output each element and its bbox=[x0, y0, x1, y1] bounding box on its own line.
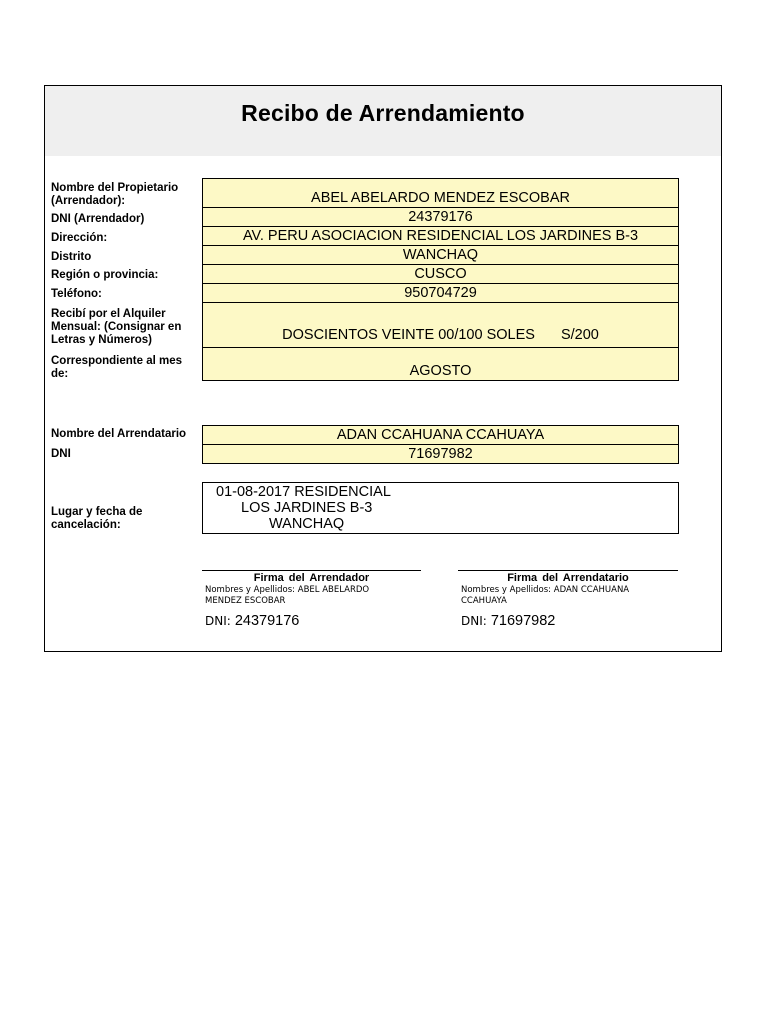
rent-received-label: Recibí por el Alquiler Mensual: (Consignar en Letras y Números) bbox=[51, 308, 182, 346]
tenant-dni bbox=[461, 613, 555, 629]
tenant-signature-title: Firma del Arrendatario bbox=[507, 572, 629, 584]
landlord-dni-value: 24379176 bbox=[234, 613, 300, 629]
region-field: CUSCO bbox=[202, 265, 679, 284]
rent-words: DOSCIENTOS VEINTE 00/100 SOLES bbox=[282, 327, 535, 343]
place-date-field bbox=[202, 482, 679, 534]
tenant-dni-field: 71697982 bbox=[202, 445, 679, 464]
tenant-name-field: ADAN CCAHUANA CCAHUAYA bbox=[202, 425, 679, 445]
tenant-dni-value-sig: 71697982 bbox=[490, 613, 556, 629]
month-field: AGOSTO bbox=[202, 348, 679, 381]
rent-amount: S/200 bbox=[560, 327, 599, 343]
landlord-names-line-1: Nombres y Apellidos: ABEL ABELARDO bbox=[205, 585, 370, 595]
tenant-names-line-2: CCAHUAYA bbox=[461, 596, 507, 606]
tenant-dni-label-sig: DNI: bbox=[461, 614, 487, 628]
place-line-2: LOS JARDINES B-3 bbox=[241, 500, 373, 516]
landlord-names-line-2: MENDEZ ESCOBAR bbox=[205, 596, 286, 606]
landlord-dni bbox=[205, 613, 299, 629]
place-date-label: Lugar y fecha de cancelación: bbox=[51, 506, 143, 531]
address-label: Dirección: bbox=[51, 232, 108, 244]
tenant-dni-label: DNI bbox=[51, 448, 71, 460]
address-field: AV. PERU ASOCIACION RESIDENCIAL LOS JARDINES B-3 bbox=[202, 227, 679, 246]
tenant-name-label: Nombre del Arrendatario bbox=[51, 428, 187, 440]
month-label: Correspondiente al mes de: bbox=[51, 355, 183, 380]
owner-dni-field: 24379176 bbox=[202, 208, 679, 227]
place-line-3: WANCHAQ bbox=[269, 516, 345, 532]
owner-name-field: ABEL ABELARDO MENDEZ ESCOBAR bbox=[202, 178, 679, 208]
owner-name-label: Nombre del Propietario (Arrendador): bbox=[51, 182, 179, 207]
owner-dni-label: DNI (Arrendador) bbox=[51, 213, 145, 225]
tenant-names-line-1: Nombres y Apellidos: ADAN CCAHUANA bbox=[461, 585, 630, 595]
place-line-1: 01-08-2017 RESIDENCIAL bbox=[216, 484, 391, 500]
receipt-title: Recibo de Arrendamiento bbox=[241, 100, 525, 126]
district-label: Distrito bbox=[51, 251, 92, 263]
landlord-signature-title: Firma del Arrendador bbox=[253, 572, 370, 584]
district-field: WANCHAQ bbox=[202, 246, 679, 265]
receipt-sheet bbox=[44, 85, 722, 652]
region-label: Región o provincia: bbox=[51, 269, 159, 281]
landlord-signature-line bbox=[202, 570, 421, 571]
phone-label: Teléfono: bbox=[51, 288, 102, 300]
title-band bbox=[45, 86, 721, 156]
rent-field bbox=[202, 303, 679, 348]
phone-field: 950704729 bbox=[202, 284, 679, 303]
tenant-signature-line bbox=[458, 570, 678, 571]
landlord-dni-label: DNI: bbox=[205, 614, 231, 628]
